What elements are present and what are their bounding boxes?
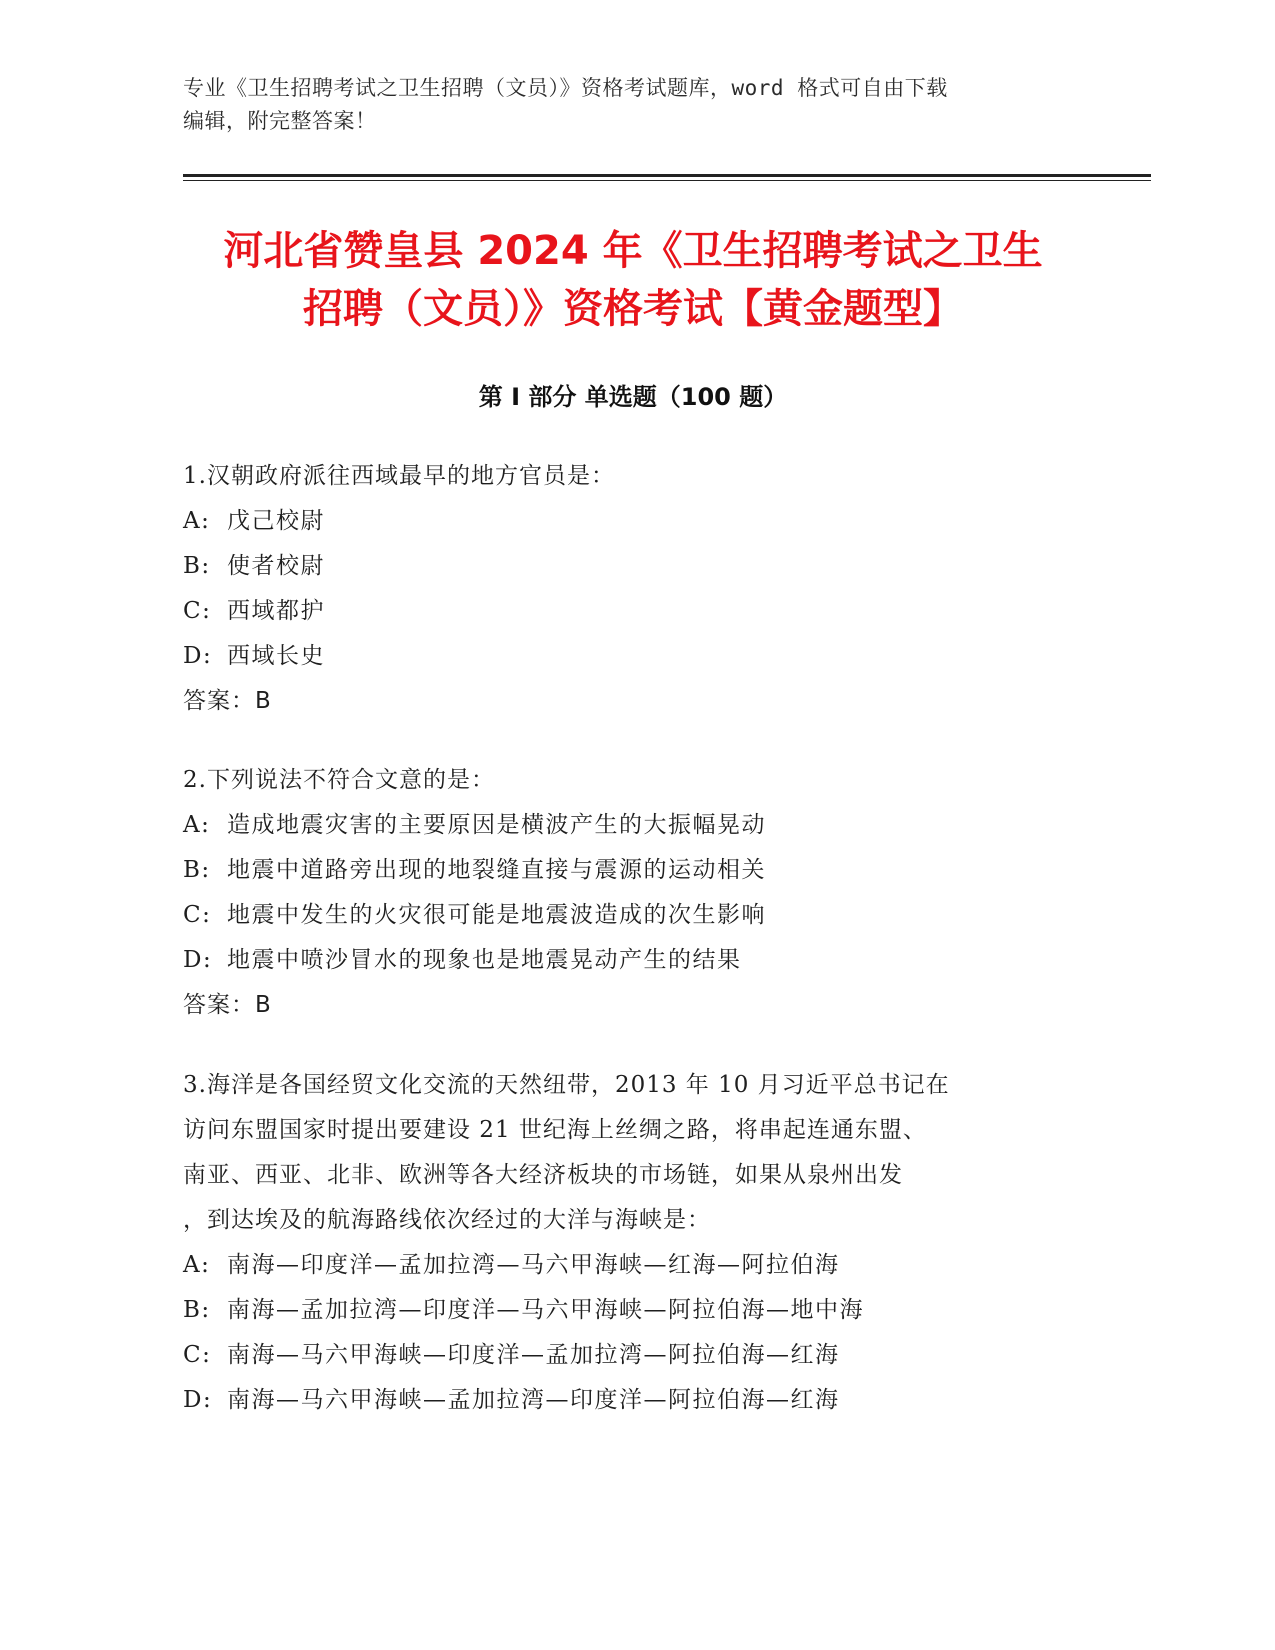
question-stem-line-3: 南亚、西亚、北非、欧洲等各大经济板块的市场链，如果从泉州出发 — [183, 1162, 903, 1188]
option-letter: A: — [183, 1252, 211, 1278]
option-letter: C: — [183, 902, 212, 928]
section-heading: 第 I 部分 单选题（100 题） — [478, 383, 788, 411]
header-note — [183, 72, 1063, 138]
question-3 — [183, 1063, 1083, 1423]
question-stem-line-2: 访问东盟国家时提出要建设 21 世纪海上丝绸之路，将串起连通东盟、 — [183, 1117, 927, 1143]
document-title-line-1: 河北省赞皇县 2024 年《卫生招聘考试之卫生 — [223, 228, 1043, 274]
option-letter: D: — [183, 643, 213, 669]
option-letter: B: — [183, 553, 211, 579]
document-title-line-2: 招聘（文员）》资格考试【黄金题型】 — [303, 286, 963, 332]
option-letter: D: — [183, 947, 213, 973]
option-d — [183, 634, 1083, 679]
option-b — [183, 1288, 1083, 1333]
option-text: 南海—马六甲海峡—孟加拉湾—印度洋—阿拉伯海—红海 — [227, 1387, 840, 1413]
option-text: 造成地震灾害的主要原因是横波产生的大振幅晃动 — [227, 812, 766, 838]
question-stem-line-4: ，到达埃及的航海路线依次经过的大洋与海峡是： — [183, 1207, 711, 1233]
option-letter: D: — [183, 1387, 213, 1413]
question-stem-line-1: 3.海洋是各国经贸文化交流的天然纽带，2013 年 10 月习近平总书记在 — [183, 1072, 950, 1098]
option-d — [183, 1378, 1083, 1423]
question-1 — [183, 454, 1083, 724]
option-text: 南海—马六甲海峡—印度洋—孟加拉湾—阿拉伯海—红海 — [227, 1342, 840, 1368]
question-2 — [183, 758, 1083, 1028]
option-d — [183, 938, 1083, 983]
option-text: 南海—印度洋—孟加拉湾—马六甲海峡—红海—阿拉伯海 — [227, 1252, 840, 1278]
option-letter: C: — [183, 598, 212, 624]
option-c — [183, 893, 1083, 938]
option-text: 地震中发生的火灾很可能是地震波造成的次生影响 — [227, 902, 766, 928]
answer: 答案：B — [183, 992, 272, 1018]
option-text: 地震中喷沙冒水的现象也是地震晃动产生的结果 — [227, 947, 742, 973]
option-a — [183, 803, 1083, 848]
option-text: 地震中道路旁出现的地裂缝直接与震源的运动相关 — [227, 857, 766, 883]
header-rule-thick — [183, 174, 1151, 177]
option-letter: B: — [183, 857, 211, 883]
option-letter: B: — [183, 1297, 211, 1323]
option-a — [183, 1243, 1083, 1288]
header-note-line-2: 编辑，附完整答案！ — [183, 109, 377, 133]
option-letter: A: — [183, 812, 211, 838]
option-a — [183, 499, 1083, 544]
option-b — [183, 544, 1083, 589]
header-rule-thin — [183, 180, 1151, 181]
option-letter: C: — [183, 1342, 212, 1368]
question-stem: 2.下列说法不符合文意的是： — [183, 767, 495, 793]
option-b — [183, 848, 1083, 893]
option-letter: A: — [183, 508, 211, 534]
question-stem: 1.汉朝政府派往西域最早的地方官员是： — [183, 463, 615, 489]
option-text: 戊己校尉 — [227, 508, 325, 534]
option-c — [183, 589, 1083, 634]
option-text: 南海—孟加拉湾—印度洋—马六甲海峡—阿拉伯海—地中海 — [227, 1297, 864, 1323]
option-text: 使者校尉 — [227, 553, 325, 579]
answer: 答案：B — [183, 688, 272, 714]
option-text: 西域都护 — [227, 598, 325, 624]
document-title — [183, 222, 1083, 338]
option-text: 西域长史 — [227, 643, 325, 669]
header-note-line-1: 专业《卫生招聘考试之卫生招聘（文员）》资格考试题库，word 格式可自由下载 — [183, 76, 948, 100]
option-c — [183, 1333, 1083, 1378]
